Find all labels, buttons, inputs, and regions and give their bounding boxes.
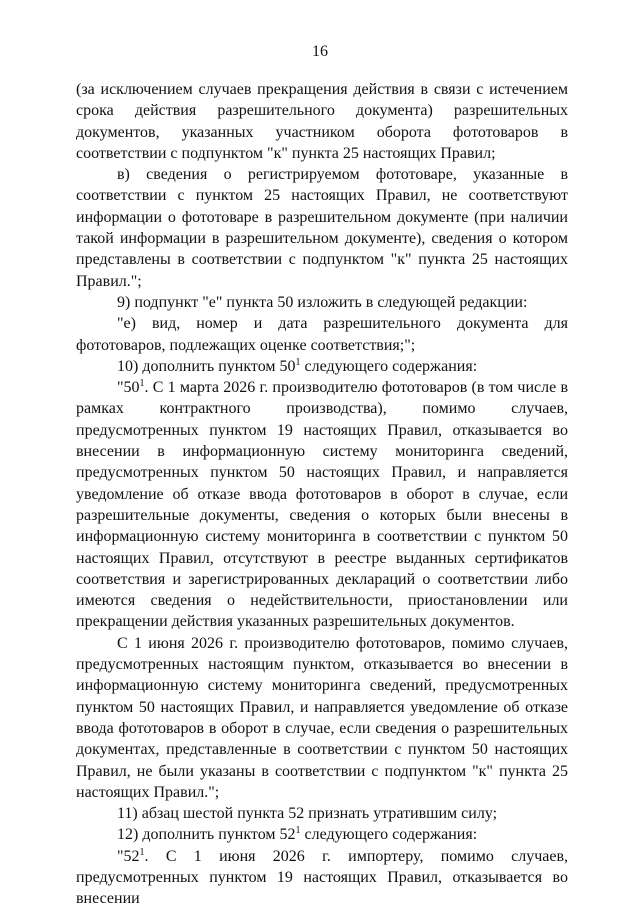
paragraph bbox=[76, 633, 568, 803]
paragraph-text: . С 1 июня 2026 г. импортеру, помимо случаев, предусмотренных пунктом 19 настоящих Правил, отказывается во внесении bbox=[76, 847, 568, 908]
paragraph-text: "е) вид, номер и дата разрешительного документа для фототоваров, подлежащих оценке соответствия;"; bbox=[76, 315, 568, 354]
paragraph-text: следующего содержания: bbox=[300, 826, 478, 844]
superscript: 1 bbox=[139, 378, 145, 390]
paragraph bbox=[76, 356, 568, 377]
superscript: 1 bbox=[139, 846, 145, 858]
superscript: 1 bbox=[295, 356, 301, 368]
paragraph-text: следующего содержания: bbox=[300, 357, 478, 375]
paragraph bbox=[76, 824, 568, 845]
paragraph bbox=[76, 164, 568, 292]
paragraph bbox=[76, 803, 568, 824]
paragraph-text: . С 1 марта 2026 г. производителю фототоваров (в том числе в рамках контрактного производства), помимо случаев, предусмотренных пунктом 19 настоящих Правил, отказывается во внесении в информационную систему мониторинга сведений, предусмотренных пунктом 50 настоящих Правил, и направляется уведомление об отказе ввода фототоваров в оборот в случае, если разрешительные документы, сведения о которых были внесены в информационную систему мониторинга в соответствии с пунктом 50 настоящих Правил, отсутствуют в реестре выданных сертификатов соответствия и зарегистрированных деклараций о соответствии либо имеются сведения о недействительности, приостановлении или прекращении действия указанных разрешительных документов. bbox=[76, 379, 568, 631]
document-body bbox=[76, 79, 568, 910]
superscript: 1 bbox=[295, 825, 301, 837]
paragraph-text: С 1 июня 2026 г. производителю фототоваров, помимо случаев, предусмотренных настоящим пунктом, отказывается во внесении в информационную систему мониторинга сведений, предусмотренных пунктом 50 настоящих Правил, и направляется уведомление об отказе ввода фототоваров в оборот в случае, если сведения о разрешительных документах, представленные в соответствии с пунктом 50 настоящих Правил, не были указаны в соответствии с подпунктом "к" пункта 25 настоящих Правил."; bbox=[76, 634, 568, 801]
paragraph-text: "50 bbox=[117, 379, 140, 397]
paragraph-text: в) сведения о регистрируемом фототоваре, указанные в соответствии с пунктом 25 настоящих Правил, не соответствуют информации о фототоваре в разрешительном документе (при наличии такой информации в разрешительном документе), сведения о котором представлены в соответствии с подпунктом "к" пункта 25 настоящих Правил."; bbox=[76, 166, 568, 290]
paragraph bbox=[76, 292, 568, 313]
paragraph-text: 12) дополнить пунктом 52 bbox=[117, 826, 296, 844]
paragraph-text: 11) абзац шестой пункта 52 признать утратившим силу; bbox=[117, 805, 498, 823]
paragraph-text: 9) подпункт "е" пункта 50 изложить в следующей редакции: bbox=[117, 293, 528, 311]
paragraph bbox=[76, 313, 568, 356]
paragraph-text: 10) дополнить пунктом 50 bbox=[117, 357, 296, 375]
paragraph-text: (за исключением случаев прекращения действия в связи с истечением срока действия разрешительного документа) разрешительных документов, указанных участником оборота фототоваров в соответствии с подпунктом "к" пункта 25 настоящих Правил; bbox=[76, 81, 568, 162]
paragraph bbox=[76, 846, 568, 910]
paragraph bbox=[76, 79, 568, 164]
paragraph bbox=[76, 377, 568, 633]
paragraph-text: "52 bbox=[117, 847, 140, 865]
page-number: 16 bbox=[312, 43, 328, 60]
